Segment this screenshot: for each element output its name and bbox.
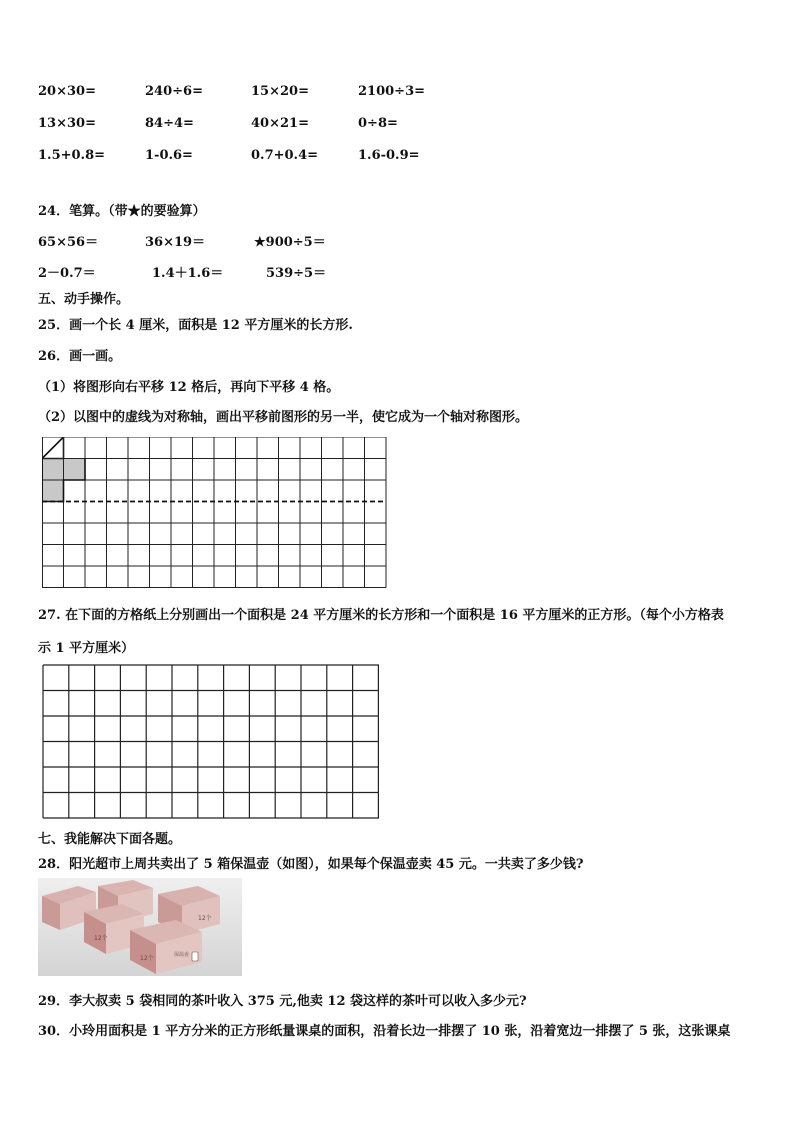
calc-item: 1.6-0.9= [358, 148, 420, 163]
shaded-cell [42, 480, 64, 502]
section-heading: 五、动手操作。 [38, 292, 130, 307]
q27-line2: 示 1 平方厘米） [38, 641, 135, 656]
q25-text: 25．画一个长 4 厘米，面积是 12 平方厘米的长方形. [38, 318, 353, 333]
q27-line1: 27. 在下面的方格纸上分别画出一个面积是 24 平方厘米的长方形和一个面积是 16 平方厘米的正方形。（每个小方格表 [38, 608, 724, 623]
written-calc-item: 36×19＝ [145, 235, 206, 250]
box-label: 12个 [140, 955, 154, 962]
calc-item: 20×30= [38, 84, 96, 99]
calc-item: 40×21= [251, 116, 309, 131]
box-brand: 保温壶 [174, 952, 190, 958]
thermos-icon [192, 952, 198, 961]
q27-grid-svg [42, 664, 382, 822]
box-label: 12个 [198, 915, 212, 922]
thermos-boxes-image [38, 878, 242, 976]
written-calc-item: 539÷5＝ [266, 266, 327, 281]
q26-part2: （2）以图中的虚线为对称轴，画出平移前图形的另一半，使它成为一个轴对称图形。 [38, 410, 529, 425]
written-calc-item: 2－0.7＝ [38, 266, 96, 281]
written-calc-item: 65×56＝ [38, 235, 99, 250]
calc-item: 1-0.6= [145, 148, 193, 163]
calc-item: 0÷8= [358, 116, 398, 131]
section-heading: 七、我能解决下面各题。 [38, 832, 182, 847]
q30-text: 30．小玲用面积是 1 平方分米的正方形纸量课桌的面积，沿着长边一排摆了 10 张，沿着宽边一排摆了 5 张，这张课桌 [38, 1024, 731, 1039]
q26-part1: （1）将图形向右平移 12 格后，再向下平移 4 格。 [38, 380, 340, 395]
calc-item: 240÷6= [145, 84, 203, 99]
calc-item: 13×30= [38, 116, 96, 131]
calc-item: 2100÷3= [358, 84, 426, 99]
calc-item: 0.7+0.4= [251, 148, 319, 163]
calc-item: 15×20= [251, 84, 309, 99]
calc-item: 84÷4= [145, 116, 194, 131]
q28-text: 28．阳光超市上周共卖出了 5 箱保温壶（如图），如果每个保温壶卖 45 元。一共卖了多少钱? [38, 857, 584, 872]
shaded-cell [64, 459, 86, 481]
box-label: 12个 [94, 935, 108, 942]
calc-item: 1.5+0.8= [38, 148, 106, 163]
written-calc-item: ★900÷5＝ [254, 235, 326, 250]
q26-title: 26．画一画。 [38, 349, 122, 364]
shaded-cell [42, 459, 64, 481]
q26-grid-svg [42, 437, 392, 592]
q24-title: 24．笔算。（带★的要验算） [38, 204, 206, 219]
grid-lines [42, 437, 386, 588]
q27-grid[interactable] [42, 664, 382, 826]
written-calc-item: 1.4＋1.6＝ [152, 266, 224, 281]
triangle-shape [42, 437, 64, 459]
q29-text: 29．李大叔卖 5 袋相同的茶叶收入 375 元,他卖 12 袋这样的茶叶可以收入多少元? [38, 994, 527, 1009]
q26-grid[interactable] [42, 437, 392, 596]
